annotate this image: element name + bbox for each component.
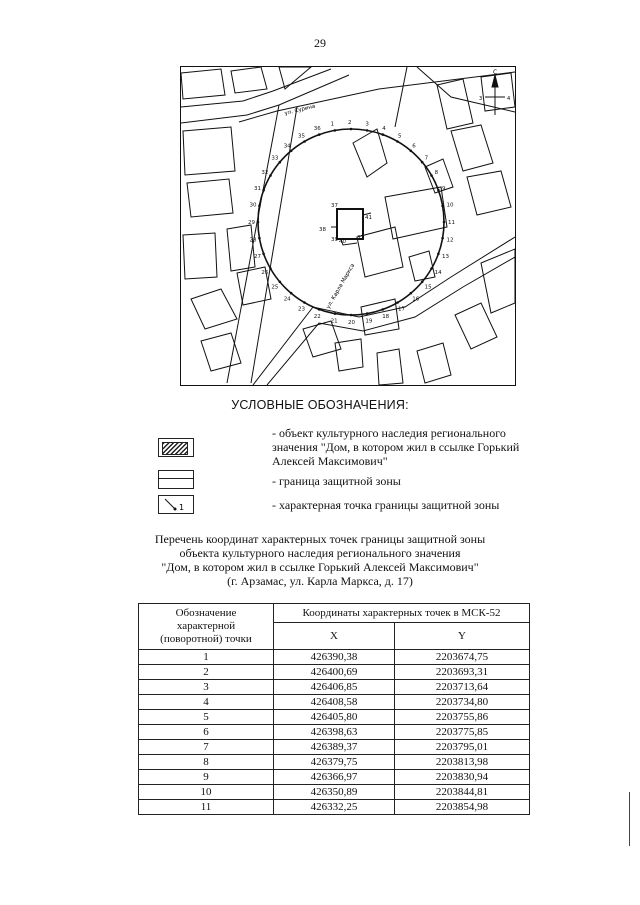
zone-point-label: 5 (398, 133, 402, 140)
cell-point: 4 (139, 695, 274, 710)
zone-point (258, 205, 261, 208)
zone-point-label: 15 (424, 284, 432, 291)
cell-point: 2 (139, 665, 274, 680)
zone-point-label: 16 (412, 296, 420, 303)
zone-point (410, 150, 413, 153)
zone-point (382, 308, 385, 311)
zone-point-label: 29 (248, 220, 255, 226)
zone-point-label: 9 (442, 185, 446, 192)
zone-point-label: 11 (448, 220, 455, 226)
zone-point (262, 189, 265, 192)
cell-point: 1 (139, 650, 274, 665)
zone-point-label: 22 (313, 314, 321, 320)
zone-point (318, 133, 321, 136)
cell-y: 2203755,86 (395, 710, 530, 725)
scan-edge-mark (629, 792, 630, 846)
zone-point (279, 161, 282, 164)
cell-x: 426400,69 (274, 665, 395, 680)
cell-y: 2203734,80 (395, 695, 530, 710)
zone-point (443, 221, 446, 224)
cell-point: 9 (139, 770, 274, 785)
zone-point (290, 292, 293, 295)
zone-point-label: 8 (434, 170, 439, 176)
coordinates-caption: Перечень координат характерных точек границы защитной зоны объекта культурного наследия регионального значения "Дом, в котором жил в ссылке Горький Алексей Максимович" (г. Арзамас, ул. Карла Маркса, д. 17) (154, 532, 486, 588)
object-point-label: 40 (339, 239, 346, 245)
svg-text:1: 1 (179, 503, 185, 512)
zone-point (410, 292, 413, 295)
zone-point-label: 28 (249, 237, 257, 244)
street-label-surina: ул. Сурина (284, 103, 316, 117)
zone-point-label: 27 (254, 254, 261, 261)
table-row (139, 725, 530, 740)
cell-x: 426366,97 (274, 770, 395, 785)
cell-y: 2203813,98 (395, 755, 530, 770)
table-row (139, 665, 530, 680)
zone-point (366, 129, 369, 132)
scale-mark-2: 4 (507, 96, 511, 102)
object-point-label: 38 (319, 227, 326, 233)
table-row (139, 710, 530, 725)
cell-y: 2203854,98 (395, 800, 530, 815)
zone-point (441, 237, 444, 240)
zone-point (441, 205, 444, 208)
cell-y: 2203713,64 (395, 680, 530, 695)
zone-point-label: 25 (271, 284, 279, 291)
zone-point (366, 312, 369, 315)
zone-point-label: 24 (283, 296, 291, 303)
cell-x: 426398,63 (274, 725, 395, 740)
zone-point (334, 129, 337, 132)
zone-point-label: 3 (365, 121, 369, 128)
table-row (139, 755, 530, 770)
cell-point: 8 (139, 755, 274, 770)
zone-point (257, 221, 260, 224)
table-row (139, 770, 530, 785)
site-plan-map (180, 66, 516, 386)
cell-x: 426405,80 (274, 710, 395, 725)
header-point-name: Обозначение характерной (поворотной) точки (139, 604, 274, 650)
table-row (139, 680, 530, 695)
zone-point-label: 21 (330, 318, 338, 325)
cell-x: 426389,37 (274, 740, 395, 755)
cell-point: 10 (139, 785, 274, 800)
zone-point-label: 2 (348, 120, 352, 126)
zone-point-label: 1 (330, 121, 335, 128)
zone-point-label: 31 (254, 185, 261, 192)
table-row (139, 740, 530, 755)
zone-point-label: 13 (442, 254, 449, 261)
zone-point (396, 301, 399, 304)
table-row (139, 650, 530, 665)
cell-x: 426390,38 (274, 650, 395, 665)
cell-y: 2203674,75 (395, 650, 530, 665)
cell-y: 2203795,01 (395, 740, 530, 755)
header-x: X (274, 623, 395, 650)
zone-point (430, 267, 433, 270)
object-point-label: 37 (357, 235, 364, 241)
zone-point-label: 18 (382, 314, 390, 320)
cell-point: 5 (139, 710, 274, 725)
zone-point (350, 314, 353, 317)
zone-point-label: 4 (382, 126, 386, 132)
zone-point-label: 19 (365, 318, 373, 325)
protective-zone-boundary (258, 129, 444, 315)
legend-item-heritage-object: - объект культурного наследия регионального значения "Дом, в котором жил в ссылке Горький Алексей Максимович" (272, 426, 520, 468)
zone-point (334, 312, 337, 315)
header-coordinates: Координаты характерных точек в МСК-52 (274, 604, 530, 623)
cell-y: 2203775,85 (395, 725, 530, 740)
zone-point-label: 10 (446, 202, 454, 209)
zone-boundary-symbol (158, 470, 194, 489)
legend-title: УСЛОВНЫЕ ОБОЗНАЧЕНИЯ: (231, 398, 409, 412)
zone-point (269, 174, 272, 177)
street-label-marksa: ул. Карла Маркса (325, 262, 357, 310)
zone-point-label: 26 (261, 270, 269, 276)
zone-point (437, 253, 440, 256)
cell-y: 2203844,81 (395, 785, 530, 800)
cell-point: 11 (139, 800, 274, 815)
cell-x: 426350,89 (274, 785, 395, 800)
cell-x: 426379,75 (274, 755, 395, 770)
zone-point (382, 133, 385, 136)
cell-y: 2203693,31 (395, 665, 530, 680)
table-row (139, 800, 530, 815)
zone-point (279, 281, 282, 284)
zone-point-label: 34 (283, 143, 291, 150)
zone-point (430, 174, 433, 177)
object-point-label: 37 (331, 203, 338, 209)
zone-point (262, 253, 265, 256)
table-row (139, 695, 530, 710)
zone-point-label: 32 (261, 170, 269, 176)
zone-point (303, 140, 306, 143)
legend-item-zone-point: - характерная точка границы защитной зоны (272, 498, 500, 512)
zone-point-label: 23 (298, 306, 305, 313)
object-point-label: 41 (365, 215, 372, 221)
zone-point (350, 128, 353, 131)
scale-mark-1: 3 (479, 96, 483, 102)
zone-point-label: 33 (271, 155, 279, 162)
zone-point (396, 140, 399, 143)
cell-x: 426332,25 (274, 800, 395, 815)
zone-point (303, 301, 306, 304)
cell-y: 2203830,94 (395, 770, 530, 785)
zone-point (269, 267, 272, 270)
cell-point: 3 (139, 680, 274, 695)
cell-x: 426406,85 (274, 680, 395, 695)
coordinates-table (138, 603, 530, 815)
zone-point-label: 17 (398, 306, 405, 313)
object-point-label: 39 (331, 237, 338, 243)
zone-point (318, 308, 321, 311)
zone-point-label: 14 (434, 270, 442, 276)
header-y: Y (395, 623, 530, 650)
heritage-object-symbol (158, 438, 194, 457)
cell-point: 7 (139, 740, 274, 755)
zone-point (290, 150, 293, 153)
zone-point-label: 30 (249, 202, 257, 209)
zone-point-label: 36 (313, 126, 321, 132)
page-number: 29 (314, 36, 326, 50)
zone-point-label: 12 (446, 237, 454, 244)
cell-x: 426408,58 (274, 695, 395, 710)
zone-point (258, 237, 261, 240)
zone-point (437, 189, 440, 192)
hatch-icon (162, 442, 188, 455)
north-label: С (493, 69, 498, 76)
zone-point-label: 35 (298, 133, 305, 140)
zone-point-label: 7 (424, 155, 429, 162)
legend-item-zone-boundary: - граница защитной зоны (272, 474, 401, 488)
zone-point (421, 281, 424, 284)
cell-point: 6 (139, 725, 274, 740)
zone-point-label: 20 (348, 320, 355, 326)
zone-point (421, 161, 424, 164)
zone-point-label: 6 (412, 143, 416, 150)
table-row (139, 785, 530, 800)
zone-point-symbol (158, 495, 194, 514)
point-marker-icon (159, 496, 193, 513)
site-plan-drawing (181, 67, 515, 385)
